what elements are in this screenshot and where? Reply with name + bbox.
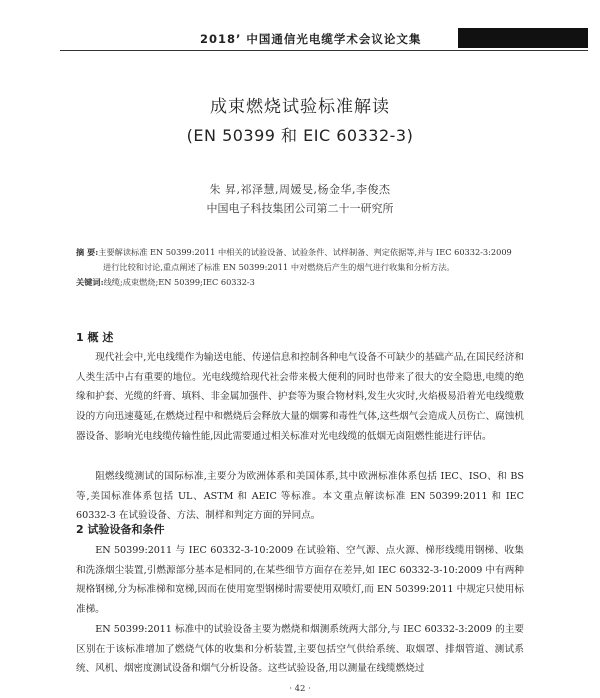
abstract-text-1: 主要解读标准 EN 50399:2011 中相关的试验设备、试验条件、试样制备、判定依据等,并与 IEC 60332-3:2009 <box>98 247 512 257</box>
section-heading-1: 1 概 述 <box>76 331 114 344</box>
running-header <box>60 28 588 52</box>
section-2-paragraph-2: EN 50399:2011 标准中的试验设备主要为燃烧和烟测系统两大部分,与 IEC 60332-3:2009 的主要区别在于该标准增加了燃烧气体的收集和分析装置,主要包括空气供给系统、取烟罩、排烟管道、测试系统、风机、烟密度测试设备和烟气分析设备。这些试验设备,用以测量在线缆燃烧过 <box>76 624 524 675</box>
paper-subtitle: (EN 50399 和 EIC 60332-3) <box>186 126 414 145</box>
paper-title: 成束燃烧试验标准解读 <box>210 97 390 117</box>
abstract-line-1 <box>76 245 536 260</box>
header-rule <box>60 50 588 51</box>
authors: 朱 昇,祁泽慧,周媛旻,杨金华,李俊杰 <box>209 183 391 196</box>
abstract-label: 摘 要: <box>76 247 99 257</box>
abstract <box>76 245 536 275</box>
keywords-text: 线缆;成束燃烧;EN 50399;IEC 60332-3 <box>103 277 255 287</box>
keywords <box>76 277 536 288</box>
affiliation: 中国电子科技集团公司第二十一研究所 <box>206 202 394 215</box>
abstract-text-2: 进行比较和讨论,重点阐述了标准 EN 50399:2011 中对燃烧后产生的烟气进行收集和分析方法。 <box>103 262 455 272</box>
running-header-title: 2018’ 中国通信光电缆学术会议论文集 <box>200 32 422 46</box>
keywords-label: 关键词: <box>76 277 104 287</box>
section-2-paragraph-1: EN 50399:2011 与 IEC 60332-3-10:2009 在试验箱、空气源、点火源、梯形线缆用钢梯、收集和洗涤烟尘装置,引燃源部分基本是相同的,在某些细节方面存在差异,如 IEC 60332-3-10:2009 中有两种规格钢梯,分为标准梯和宽梯,因而在使用宽型钢梯时需要使用双喷灯,而 EN 50399:2011 中规定只使用标准梯。 <box>76 545 524 616</box>
page-number: · 42 · <box>289 684 311 694</box>
section-1-paragraph-1: 现代社会中,光电线缆作为输送电能、传递信息和控制各种电气设备不可缺少的基础产品,在国民经济和人类生活中占有重要的地位。光电线缆给现代社会带来极大便利的同时也带来了很大的安全隐患,电缆的绝缘和护套、光缆的纤膏、填料、非金属加强件、护套等为聚合物材料,发生火灾时,火焰极易沿着光电线缆敷设的方向迅速蔓延,在燃烧过程中和燃烧后会释放大量的烟雾和毒性气体,这些烟气会造成人员伤亡、腐蚀机器设备、影响光电线缆传输性能,因此需要通过相关标准对光电线缆的低烟无卤阻燃性能进行评估。 <box>76 352 524 442</box>
section-heading-2: 2 试验设备和条件 <box>76 523 165 536</box>
section-1-paragraph-2: 阻燃线缆测试的国际标准,主要分为欧洲体系和美国体系,其中欧洲标准体系包括 IEC、ISO、和 BS 等,美国标准体系包括 UL、ASTM 和 AEIC 等标准。本文重点解读标准 EN 50399:2011 和 IEC 60332-3 在试验设备、方法、制样和判定方面的异同点。 <box>76 471 524 522</box>
header-black-block <box>458 28 588 48</box>
